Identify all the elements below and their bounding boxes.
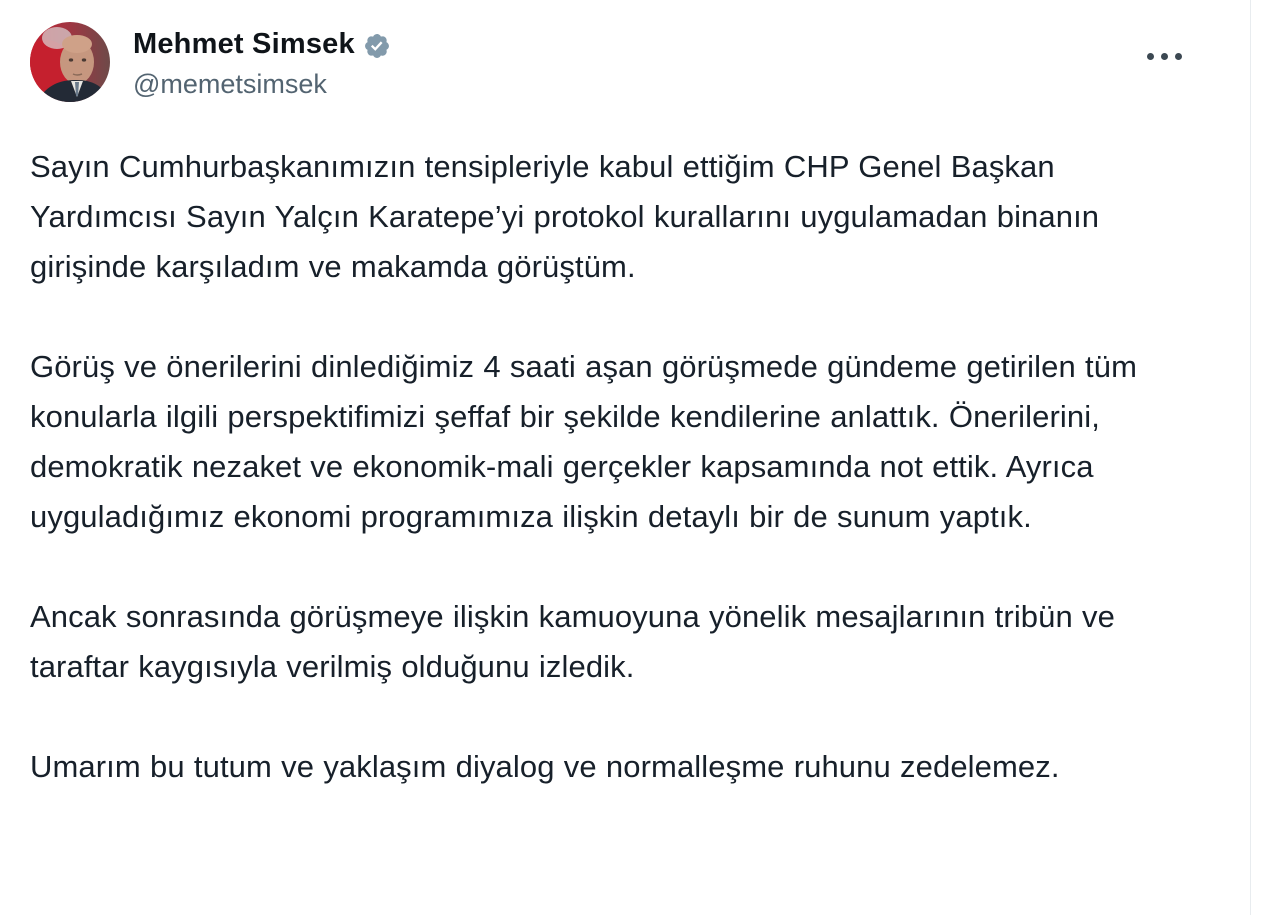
tweet-header: [30, 22, 1220, 102]
right-edge-divider: [1250, 0, 1280, 915]
verified-badge-icon: [363, 32, 391, 60]
tweet-paragraph: Umarım bu tutum ve yaklaşım diyalog ve normalleşme ruhunu zedelemez.: [30, 749, 1060, 784]
profile-photo-icon: [30, 22, 110, 102]
avatar[interactable]: [30, 22, 110, 102]
author-name-row: [133, 28, 391, 61]
tweet-text: [30, 142, 1195, 792]
more-icon: [1175, 53, 1182, 60]
more-menu-button[interactable]: [1136, 36, 1192, 76]
author-name[interactable]: Mehmet Simsek: [133, 28, 355, 60]
more-icon: [1147, 53, 1154, 60]
author-block: [133, 22, 391, 100]
tweet-paragraph: Görüş ve önerilerini dinlediğimiz 4 saati aşan görüşmede gündeme getirilen tüm konularla ilgili perspektifimizi şeffaf bir şekilde kendilerine anlattık. Önerilerini, demokratik nezaket ve ekonomik-mali gerçekler kapsamında not ettik. Ayrıca uyguladığımız ekonomi programımıza ilişkin detaylı bir de sunum yaptık.: [30, 349, 1137, 534]
tweet-paragraph: Ancak sonrasında görüşmeye ilişkin kamuoyuna yönelik mesajlarının tribün ve taraftar kaygısıyla verilmiş olduğunu izledik.: [30, 599, 1115, 684]
more-icon: [1161, 53, 1168, 60]
author-handle[interactable]: @memetsimsek: [133, 69, 327, 99]
tweet-paragraph: Sayın Cumhurbaşkanımızın tensipleriyle kabul ettiğim CHP Genel Başkan Yardımcısı Sayın Yalçın Karatepe’yi protokol kurallarını uygulamadan binanın girişinde karşıladım ve makamda görüştüm.: [30, 149, 1100, 284]
